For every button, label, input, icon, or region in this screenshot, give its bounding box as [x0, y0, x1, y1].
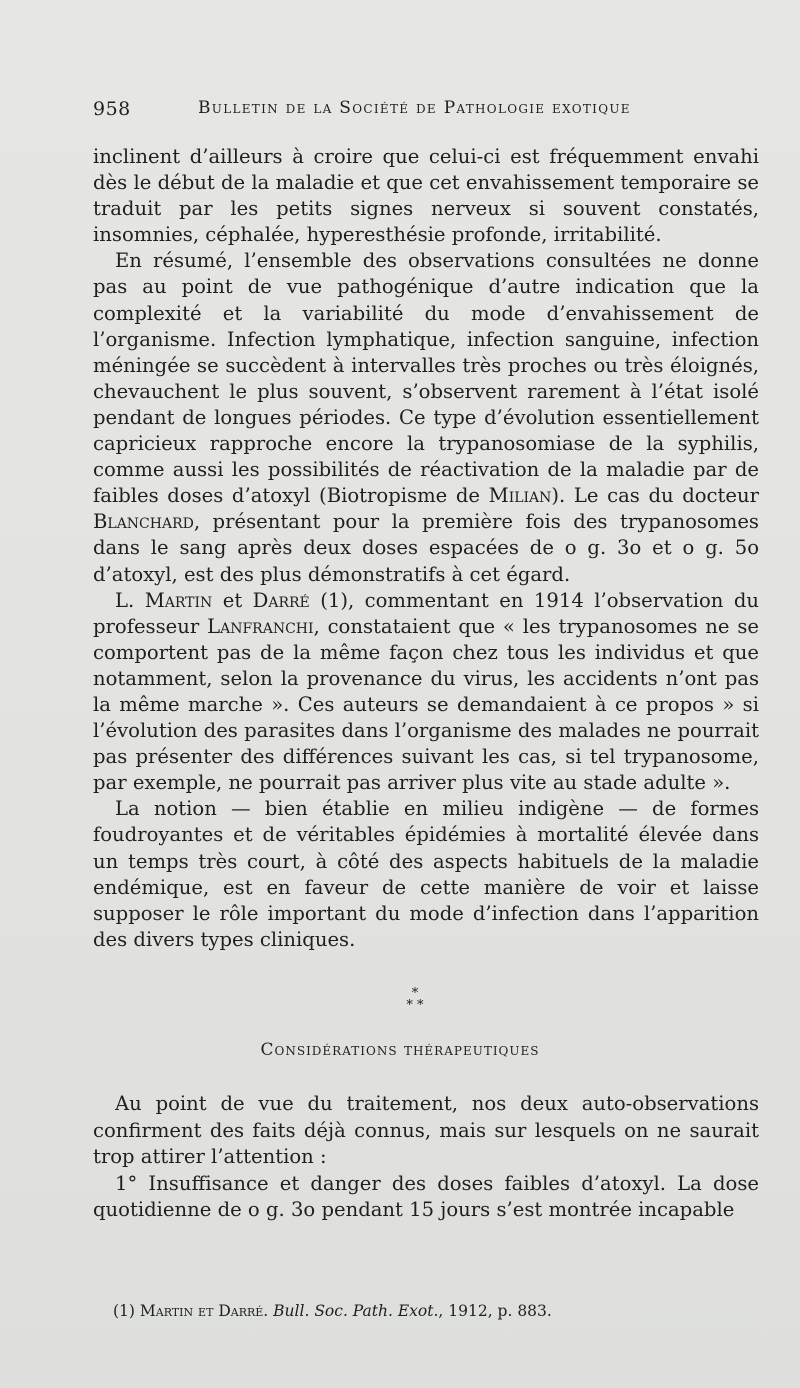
paragraph-2-text-b: ). Le cas du docteur [551, 484, 759, 508]
paragraph-3-text-c: (1), commentant en 1914 l’observation du professeur [93, 588, 759, 638]
author-name-darre: Darré [252, 588, 310, 612]
author-name-blanchard: Blanchard [93, 510, 194, 534]
paragraph-2-text-c: , présentant pour la première fois des trypanosomes dans le sang après deux doses espacées de o g. 3o et o g. 5o d’atoxyl, est des plus démonstratifs à cet égard. [93, 510, 759, 586]
paragraph-3-text-b: et [212, 588, 253, 612]
paragraph-3-text-a: L. [115, 588, 145, 612]
main-text [93, 144, 759, 953]
asterism-top: * [411, 986, 419, 1001]
page-number: 958 [93, 98, 131, 120]
paragraph-3 [93, 588, 759, 797]
footnote-marker: (1) [113, 1302, 135, 1320]
author-name-martin: Martin [144, 588, 213, 612]
section-heading: Considérations thérapeutiques [260, 1040, 540, 1060]
asterism-separator [395, 988, 435, 1012]
asterism-bottom: * * [406, 998, 424, 1013]
running-title: Bulletin de la Société de Pathologie exotique [198, 98, 631, 118]
paragraph-4: La notion — bien établie en milieu indigène — de formes foudroyantes et de véritables épidémies à mortalité élevée dans un temps très court, à côté des aspects habituels de la maladie endémique, est en faveur de cette manière de voir et laisse supposer le rôle important du mode d’infection dans l’apparition des divers types cliniques. [93, 797, 759, 951]
paragraph-2-text-a: En résumé, l’ensemble des observations consultées ne donne pas au point de vue pathogénique d’autre indication que la complexité et la variabilité du mode d’envahissement de l’organisme. Infection lymphatique, infection sanguine, infection méningée se succèdent à intervalles très proches ou très éloignés, chevauchent le plus souvent, s’observent rarement à l’état isolé pendant de longues périodes. Ce type d’évolution essentiellement capricieux rapproche encore la trypanosomiase de la syphilis, comme aussi les possibilités de réactivation de la maladie par de faibles doses d’atoxyl (Biotropisme de [93, 249, 759, 508]
footnote-authors: Martin et Darré. [139, 1302, 269, 1320]
footnote-rest: , 1912, p. 883. [438, 1302, 552, 1320]
section-text [93, 1091, 759, 1224]
running-header [93, 96, 765, 126]
section-paragraph-2: 1° Insuffisance et danger des doses faibles d’atoxyl. La dose quotidienne de o g. 3o pendant 15 jours s’est montrée incapable [93, 1171, 759, 1222]
paragraph-3-text-d: , constataient que « les trypanosomes ne se comportent pas de la même façon chez tous les individus et que notamment, selon la provenance du virus, les accidents n’ont pas la même marche ». Ces auteurs se demandaient à ce propos » si l’évolution des parasites dans l’organisme des malades ne pourrait pas présenter des différences suivant les cas, si tel trypanosome, par exemple, ne pourrait pas arriver plus vite au stade adulte ». [93, 614, 759, 795]
author-name-lanfranchi: Lanfranchi [207, 614, 314, 638]
paragraph-1: inclinent d’ailleurs à croire que celui-ci est fréquemment envahi dès le début de la maladie et que cet envahissement temporaire se traduit par les petits signes nerveux si souvent constatés, insomnies, céphalée, hyperesthésie profonde, irritabilité. [93, 145, 759, 247]
footnote-journal: Bull. Soc. Path. Exot. [273, 1302, 439, 1320]
section-paragraph-1: Au point de vue du traitement, nos deux auto-observations confirment des faits déjà connus, mais sur lesquels on ne saurait trop attirer l’attention : [93, 1092, 759, 1169]
author-name-milian: Milian [488, 484, 552, 508]
paragraph-2 [93, 248, 759, 587]
footnote [113, 1301, 753, 1321]
